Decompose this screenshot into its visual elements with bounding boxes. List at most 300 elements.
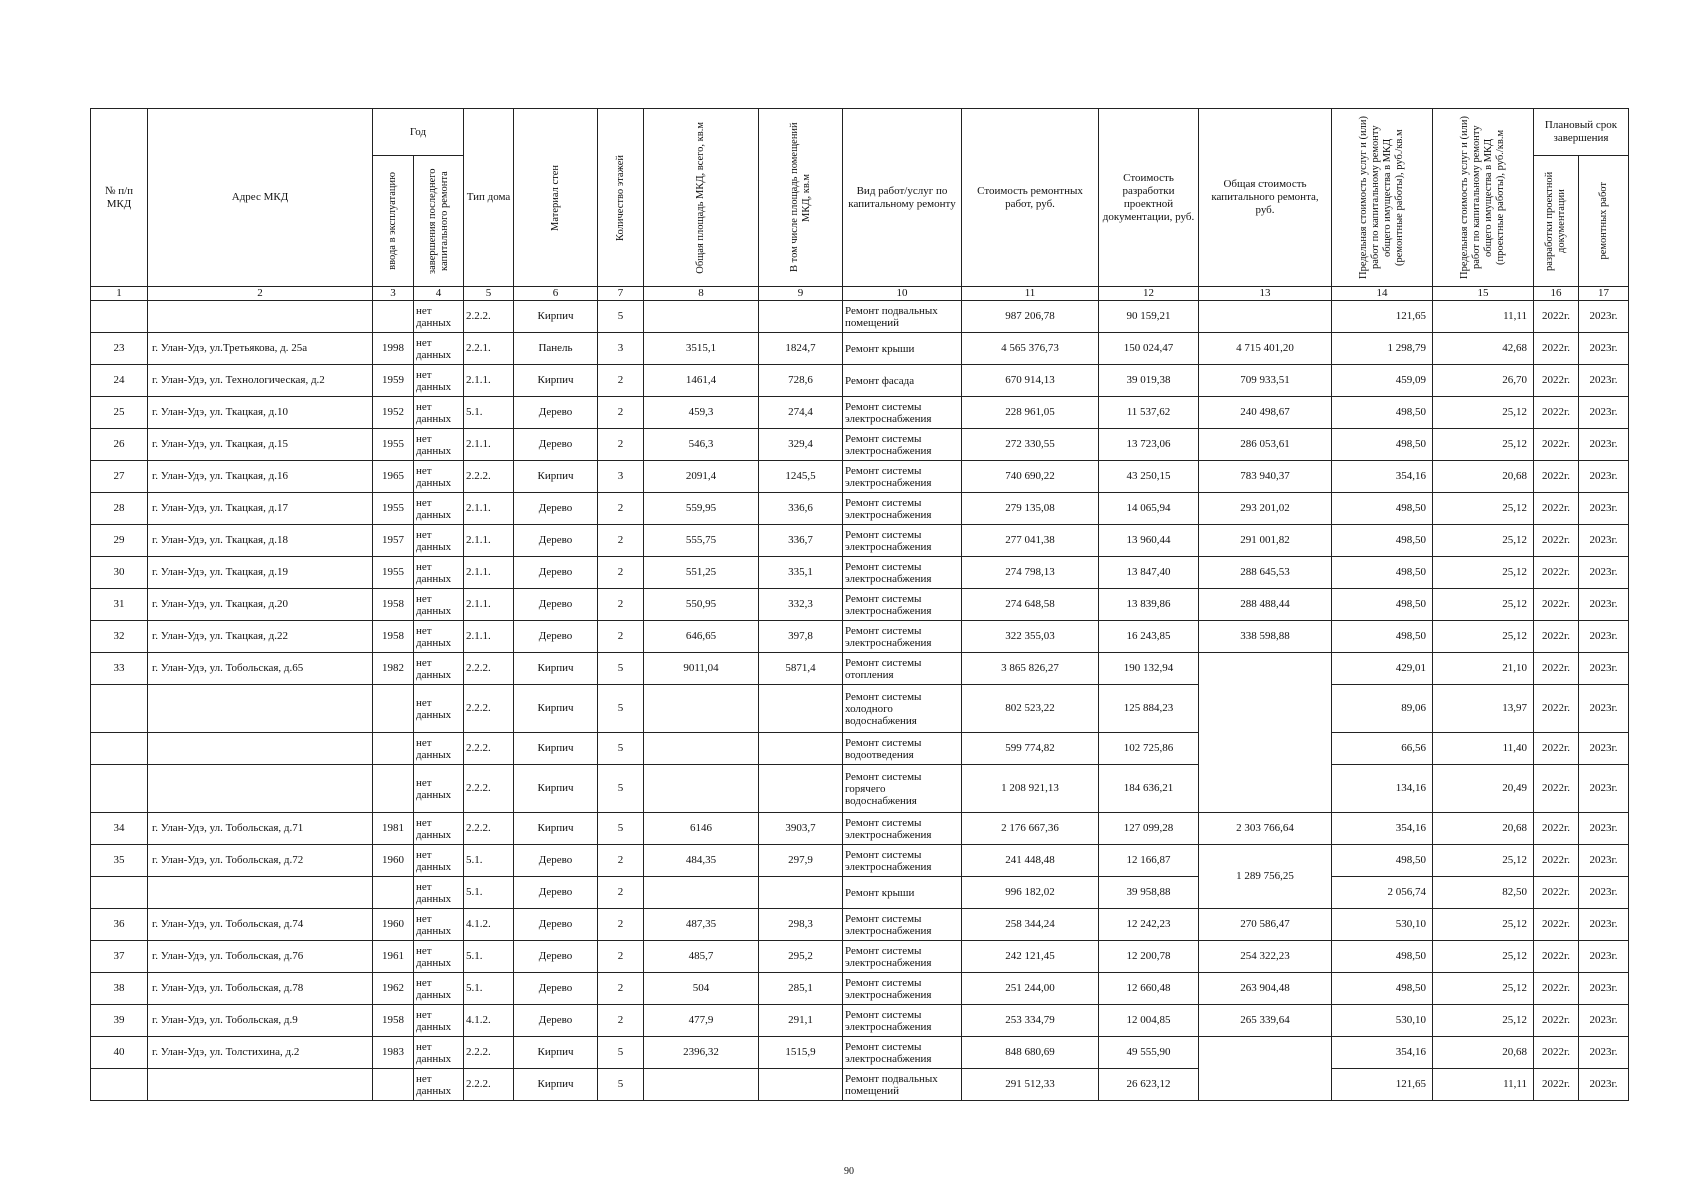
- table-row: [91, 1069, 1629, 1101]
- cell-limit-repair: 429,01: [1332, 653, 1433, 685]
- cell-year-last-repair: нет данных: [414, 1005, 464, 1037]
- cell-deadline-repair: 2023г.: [1579, 1005, 1629, 1037]
- cell-limit-design: 25,12: [1433, 845, 1534, 877]
- cell-deadline-repair: 2023г.: [1579, 845, 1629, 877]
- cell-row-number: 36: [91, 909, 148, 941]
- cell-year-last-repair: нет данных: [414, 525, 464, 557]
- cell-deadline-design: 2022г.: [1534, 621, 1579, 653]
- cell-year-last-repair: нет данных: [414, 877, 464, 909]
- cell-deadline-design: 2022г.: [1534, 765, 1579, 813]
- cell-design-cost: 43 250,15: [1099, 461, 1199, 493]
- cell-wall-material: Дерево: [514, 525, 598, 557]
- cell-total-area: 485,7: [644, 941, 759, 973]
- cell-deadline-repair: 2023г.: [1579, 813, 1629, 845]
- cell-deadline-repair: 2023г.: [1579, 941, 1629, 973]
- cell-year-last-repair: нет данных: [414, 845, 464, 877]
- cell-year-commission: 1955: [373, 429, 414, 461]
- cell-total-area: 1461,4: [644, 365, 759, 397]
- cell-wall-material: Дерево: [514, 909, 598, 941]
- cell-wall-material: Кирпич: [514, 365, 598, 397]
- column-numbers-row: [91, 287, 1629, 301]
- cell-total-area: 6146: [644, 813, 759, 845]
- cell-total-cost: 265 339,64: [1199, 1005, 1332, 1037]
- cell-design-cost: 12 166,87: [1099, 845, 1199, 877]
- cell-floors: 5: [598, 765, 644, 813]
- column-number: 16: [1534, 287, 1579, 301]
- cell-limit-design: 11,11: [1433, 301, 1534, 333]
- table-row: [91, 877, 1629, 909]
- cell-limit-repair: 354,16: [1332, 813, 1433, 845]
- table-body: [91, 301, 1629, 1101]
- cell-year-commission: [373, 685, 414, 733]
- cell-total-area: 477,9: [644, 1005, 759, 1037]
- cell-house-type: 2.1.1.: [464, 525, 514, 557]
- cell-repair-cost: 253 334,79: [962, 1005, 1099, 1037]
- cell-repair-cost: 670 914,13: [962, 365, 1099, 397]
- cell-deadline-design: 2022г.: [1534, 365, 1579, 397]
- column-number: 2: [148, 287, 373, 301]
- cell-limit-repair: 498,50: [1332, 397, 1433, 429]
- cell-limit-repair: 1 298,79: [1332, 333, 1433, 365]
- cell-address: г. Улан-Удэ, ул. Тобольская, д.78: [148, 973, 373, 1005]
- cell-total-area: 551,25: [644, 557, 759, 589]
- cell-floors: 2: [598, 621, 644, 653]
- cell-house-type: 2.2.1.: [464, 333, 514, 365]
- table-row: [91, 941, 1629, 973]
- cell-premises-area: 329,4: [759, 429, 843, 461]
- cell-repair-cost: 274 798,13: [962, 557, 1099, 589]
- table-row: [91, 653, 1629, 685]
- cell-repair-cost: 274 648,58: [962, 589, 1099, 621]
- cell-wall-material: Кирпич: [514, 1069, 598, 1101]
- column-number: 15: [1433, 287, 1534, 301]
- cell-wall-material: Дерево: [514, 557, 598, 589]
- cell-year-last-repair: нет данных: [414, 365, 464, 397]
- table-row: [91, 301, 1629, 333]
- cell-design-cost: 102 725,86: [1099, 733, 1199, 765]
- column-number: 17: [1579, 287, 1629, 301]
- cell-deadline-repair: 2023г.: [1579, 765, 1629, 813]
- cell-work-type: Ремонт системы электроснабжения: [843, 1037, 962, 1069]
- table-row: [91, 557, 1629, 589]
- cell-floors: 2: [598, 877, 644, 909]
- cell-work-type: Ремонт системы электроснабжения: [843, 909, 962, 941]
- cell-row-number: 34: [91, 813, 148, 845]
- cell-deadline-repair: 2023г.: [1579, 973, 1629, 1005]
- cell-limit-repair: 121,65: [1332, 301, 1433, 333]
- cell-row-number: 26: [91, 429, 148, 461]
- cell-total-area: 3515,1: [644, 333, 759, 365]
- cell-house-type: 2.1.1.: [464, 589, 514, 621]
- cell-wall-material: Кирпич: [514, 301, 598, 333]
- cell-house-type: 2.1.1.: [464, 429, 514, 461]
- cell-deadline-design: 2022г.: [1534, 333, 1579, 365]
- cell-total-area: [644, 765, 759, 813]
- cell-premises-area: [759, 301, 843, 333]
- cell-repair-cost: 228 961,05: [962, 397, 1099, 429]
- cell-deadline-repair: 2023г.: [1579, 733, 1629, 765]
- cell-year-last-repair: нет данных: [414, 733, 464, 765]
- cell-work-type: Ремонт подвальных помещений: [843, 1069, 962, 1101]
- cell-wall-material: Кирпич: [514, 653, 598, 685]
- cell-deadline-repair: 2023г.: [1579, 653, 1629, 685]
- cell-house-type: 2.1.1.: [464, 557, 514, 589]
- cell-work-type: Ремонт системы электроснабжения: [843, 589, 962, 621]
- cell-total-cost: 263 904,48: [1199, 973, 1332, 1005]
- cell-year-commission: [373, 877, 414, 909]
- cell-house-type: 5.1.: [464, 877, 514, 909]
- cell-address: г. Улан-Удэ, ул. Тобольская, д.74: [148, 909, 373, 941]
- cell-wall-material: Дерево: [514, 941, 598, 973]
- cell-repair-cost: 272 330,55: [962, 429, 1099, 461]
- cell-repair-cost: 740 690,22: [962, 461, 1099, 493]
- table-row: [91, 397, 1629, 429]
- cell-wall-material: Дерево: [514, 845, 598, 877]
- cell-deadline-design: 2022г.: [1534, 941, 1579, 973]
- cell-address: г. Улан-Удэ, ул.Третьякова, д. 25а: [148, 333, 373, 365]
- table-row: [91, 525, 1629, 557]
- table-row: [91, 845, 1629, 877]
- cell-work-type: Ремонт системы электроснабжения: [843, 493, 962, 525]
- column-number: 5: [464, 287, 514, 301]
- cell-work-type: Ремонт системы электроснабжения: [843, 621, 962, 653]
- cell-year-commission: [373, 1069, 414, 1101]
- column-number: 4: [414, 287, 464, 301]
- cell-year-last-repair: нет данных: [414, 301, 464, 333]
- cell-limit-design: 25,12: [1433, 1005, 1534, 1037]
- cell-premises-area: 728,6: [759, 365, 843, 397]
- cell-design-cost: 39 958,88: [1099, 877, 1199, 909]
- cell-design-cost: 150 024,47: [1099, 333, 1199, 365]
- cell-limit-repair: 530,10: [1332, 909, 1433, 941]
- cell-house-type: 2.2.2.: [464, 765, 514, 813]
- cell-work-type: Ремонт системы электроснабжения: [843, 397, 962, 429]
- cell-deadline-repair: 2023г.: [1579, 525, 1629, 557]
- cell-wall-material: Кирпич: [514, 461, 598, 493]
- cell-total-cost: 254 322,23: [1199, 941, 1332, 973]
- cell-limit-repair: 530,10: [1332, 1005, 1433, 1037]
- cell-limit-repair: 134,16: [1332, 765, 1433, 813]
- cell-design-cost: 12 004,85: [1099, 1005, 1199, 1037]
- cell-total-area: [644, 301, 759, 333]
- table-row: [91, 493, 1629, 525]
- cell-deadline-repair: 2023г.: [1579, 589, 1629, 621]
- cell-premises-area: [759, 1069, 843, 1101]
- cell-total-cost: 288 488,44: [1199, 589, 1332, 621]
- cell-address: [148, 877, 373, 909]
- cell-limit-design: 21,10: [1433, 653, 1534, 685]
- cell-year-commission: 1955: [373, 493, 414, 525]
- cell-limit-repair: 459,09: [1332, 365, 1433, 397]
- cell-total-cost: 240 498,67: [1199, 397, 1332, 429]
- header-wall-material: Материал стен: [514, 109, 598, 287]
- cell-row-number: [91, 1069, 148, 1101]
- cell-design-cost: 12 660,48: [1099, 973, 1199, 1005]
- cell-total-cost: 270 586,47: [1199, 909, 1332, 941]
- cell-house-type: 5.1.: [464, 941, 514, 973]
- cell-limit-repair: 498,50: [1332, 941, 1433, 973]
- cell-year-commission: 1998: [373, 333, 414, 365]
- cell-row-number: [91, 685, 148, 733]
- cell-total-cost: [1199, 1037, 1332, 1101]
- cell-repair-cost: 322 355,03: [962, 621, 1099, 653]
- cell-work-type: Ремонт системы электроснабжения: [843, 973, 962, 1005]
- cell-limit-design: 25,12: [1433, 621, 1534, 653]
- cell-repair-cost: 996 182,02: [962, 877, 1099, 909]
- cell-house-type: 2.2.2.: [464, 653, 514, 685]
- cell-total-area: [644, 877, 759, 909]
- cell-address: [148, 301, 373, 333]
- cell-year-last-repair: нет данных: [414, 685, 464, 733]
- cell-year-last-repair: нет данных: [414, 333, 464, 365]
- cell-address: г. Улан-Удэ, ул. Ткацкая, д.19: [148, 557, 373, 589]
- cell-total-cost: 288 645,53: [1199, 557, 1332, 589]
- cell-year-last-repair: нет данных: [414, 909, 464, 941]
- cell-repair-cost: 2 176 667,36: [962, 813, 1099, 845]
- cell-repair-cost: 3 865 826,27: [962, 653, 1099, 685]
- cell-work-type: Ремонт системы электроснабжения: [843, 461, 962, 493]
- cell-house-type: 4.1.2.: [464, 1005, 514, 1037]
- cell-premises-area: 285,1: [759, 973, 843, 1005]
- column-number: 9: [759, 287, 843, 301]
- cell-address: г. Улан-Удэ, ул. Ткацкая, д.16: [148, 461, 373, 493]
- cell-premises-area: [759, 765, 843, 813]
- cell-design-cost: 13 847,40: [1099, 557, 1199, 589]
- cell-limit-repair: 121,65: [1332, 1069, 1433, 1101]
- cell-premises-area: [759, 685, 843, 733]
- cell-year-commission: 1958: [373, 621, 414, 653]
- cell-house-type: 2.2.2.: [464, 301, 514, 333]
- cell-wall-material: Панель: [514, 333, 598, 365]
- cell-total-cost: [1199, 301, 1332, 333]
- cell-row-number: 29: [91, 525, 148, 557]
- cell-wall-material: Дерево: [514, 493, 598, 525]
- cell-deadline-design: 2022г.: [1534, 973, 1579, 1005]
- cell-premises-area: 336,6: [759, 493, 843, 525]
- cell-limit-design: 11,40: [1433, 733, 1534, 765]
- cell-wall-material: Кирпич: [514, 1037, 598, 1069]
- cell-repair-cost: 258 344,24: [962, 909, 1099, 941]
- cell-deadline-design: 2022г.: [1534, 493, 1579, 525]
- cell-floors: 5: [598, 301, 644, 333]
- cell-row-number: 30: [91, 557, 148, 589]
- cell-limit-design: 13,97: [1433, 685, 1534, 733]
- cell-year-commission: 1958: [373, 1005, 414, 1037]
- cell-house-type: 5.1.: [464, 845, 514, 877]
- cell-deadline-repair: 2023г.: [1579, 621, 1629, 653]
- cell-year-last-repair: нет данных: [414, 429, 464, 461]
- cell-floors: 2: [598, 557, 644, 589]
- cell-address: [148, 733, 373, 765]
- cell-work-type: Ремонт системы электроснабжения: [843, 557, 962, 589]
- cell-total-area: 555,75: [644, 525, 759, 557]
- cell-floors: 2: [598, 397, 644, 429]
- cell-row-number: 28: [91, 493, 148, 525]
- cell-row-number: [91, 877, 148, 909]
- cell-total-area: 559,95: [644, 493, 759, 525]
- cell-repair-cost: 4 565 376,73: [962, 333, 1099, 365]
- cell-design-cost: 12 242,23: [1099, 909, 1199, 941]
- cell-year-last-repair: нет данных: [414, 397, 464, 429]
- cell-address: г. Улан-Удэ, ул. Технологическая, д.2: [148, 365, 373, 397]
- cell-address: г. Улан-Удэ, ул. Ткацкая, д.15: [148, 429, 373, 461]
- cell-floors: 2: [598, 365, 644, 397]
- cell-total-area: 459,3: [644, 397, 759, 429]
- cell-total-cost: 338 598,88: [1199, 621, 1332, 653]
- cell-design-cost: 127 099,28: [1099, 813, 1199, 845]
- cell-wall-material: Кирпич: [514, 813, 598, 845]
- cell-premises-area: 1515,9: [759, 1037, 843, 1069]
- cell-house-type: 2.2.2.: [464, 1037, 514, 1069]
- cell-deadline-design: 2022г.: [1534, 733, 1579, 765]
- cell-row-number: 37: [91, 941, 148, 973]
- column-number: 14: [1332, 287, 1433, 301]
- table-row: [91, 333, 1629, 365]
- cell-total-area: [644, 685, 759, 733]
- cell-floors: 5: [598, 1069, 644, 1101]
- cell-limit-repair: 354,16: [1332, 1037, 1433, 1069]
- cell-design-cost: 16 243,85: [1099, 621, 1199, 653]
- column-number: 6: [514, 287, 598, 301]
- cell-work-type: Ремонт подвальных помещений: [843, 301, 962, 333]
- cell-premises-area: 274,4: [759, 397, 843, 429]
- cell-year-last-repair: нет данных: [414, 461, 464, 493]
- cell-address: г. Улан-Удэ, ул. Ткацкая, д.17: [148, 493, 373, 525]
- cell-row-number: [91, 765, 148, 813]
- cell-year-last-repair: нет данных: [414, 1069, 464, 1101]
- cell-floors: 5: [598, 653, 644, 685]
- cell-row-number: [91, 733, 148, 765]
- cell-deadline-design: 2022г.: [1534, 813, 1579, 845]
- cell-design-cost: 26 623,12: [1099, 1069, 1199, 1101]
- cell-repair-cost: 241 448,48: [962, 845, 1099, 877]
- header-deadline-design: разработки проектной документации: [1534, 156, 1579, 287]
- cell-design-cost: 11 537,62: [1099, 397, 1199, 429]
- cell-repair-cost: 242 121,45: [962, 941, 1099, 973]
- cell-deadline-repair: 2023г.: [1579, 429, 1629, 461]
- cell-floors: 2: [598, 909, 644, 941]
- cell-year-commission: 1962: [373, 973, 414, 1005]
- cell-row-number: 25: [91, 397, 148, 429]
- cell-work-type: Ремонт крыши: [843, 333, 962, 365]
- cell-year-last-repair: нет данных: [414, 589, 464, 621]
- cell-work-type: Ремонт системы водоотведения: [843, 733, 962, 765]
- cell-repair-cost: 987 206,78: [962, 301, 1099, 333]
- cell-deadline-repair: 2023г.: [1579, 1037, 1629, 1069]
- table-row: [91, 1037, 1629, 1069]
- cell-total-area: [644, 1069, 759, 1101]
- cell-total-cost: 1 289 756,25: [1199, 845, 1332, 909]
- column-number: 1: [91, 287, 148, 301]
- header-deadline-repair: ремонтных работ: [1579, 156, 1629, 287]
- header-house-type: Тип дома: [464, 109, 514, 287]
- header-work-type: Вид работ/услуг по капитальному ремонту: [843, 109, 962, 287]
- cell-year-last-repair: нет данных: [414, 813, 464, 845]
- cell-total-area: 550,95: [644, 589, 759, 621]
- cell-work-type: Ремонт системы горячего водоснабжения: [843, 765, 962, 813]
- cell-address: г. Улан-Удэ, ул. Ткацкая, д.10: [148, 397, 373, 429]
- cell-row-number: 31: [91, 589, 148, 621]
- cell-deadline-design: 2022г.: [1534, 301, 1579, 333]
- table-row: [91, 733, 1629, 765]
- cell-row-number: 23: [91, 333, 148, 365]
- cell-year-commission: 1960: [373, 845, 414, 877]
- table-row: [91, 1005, 1629, 1037]
- cell-floors: 5: [598, 1037, 644, 1069]
- cell-deadline-repair: 2023г.: [1579, 493, 1629, 525]
- cell-year-commission: [373, 301, 414, 333]
- cell-total-cost: 783 940,37: [1199, 461, 1332, 493]
- cell-design-cost: 13 960,44: [1099, 525, 1199, 557]
- cell-year-commission: 1955: [373, 557, 414, 589]
- cell-repair-cost: 279 135,08: [962, 493, 1099, 525]
- table-row: [91, 621, 1629, 653]
- cell-design-cost: 13 723,06: [1099, 429, 1199, 461]
- cell-total-area: 546,3: [644, 429, 759, 461]
- cell-premises-area: 291,1: [759, 1005, 843, 1037]
- cell-year-commission: 1981: [373, 813, 414, 845]
- cell-limit-repair: 498,50: [1332, 493, 1433, 525]
- header-deadline-group: Плановый срок завершения: [1534, 109, 1629, 156]
- cell-repair-cost: 291 512,33: [962, 1069, 1099, 1101]
- cell-total-area: 484,35: [644, 845, 759, 877]
- cell-limit-repair: 498,50: [1332, 973, 1433, 1005]
- cell-limit-repair: 89,06: [1332, 685, 1433, 733]
- cell-address: г. Улан-Удэ, ул. Тобольская, д.9: [148, 1005, 373, 1037]
- cell-total-area: 646,65: [644, 621, 759, 653]
- cell-premises-area: 5871,4: [759, 653, 843, 685]
- cell-row-number: 32: [91, 621, 148, 653]
- cell-deadline-repair: 2023г.: [1579, 397, 1629, 429]
- cell-address: [148, 685, 373, 733]
- cell-limit-repair: 498,50: [1332, 525, 1433, 557]
- cell-limit-design: 25,12: [1433, 397, 1534, 429]
- cell-row-number: 35: [91, 845, 148, 877]
- header-year-commission: ввода в эксплуатацию: [373, 156, 414, 287]
- cell-work-type: Ремонт фасада: [843, 365, 962, 397]
- cell-limit-design: 25,12: [1433, 973, 1534, 1005]
- cell-year-commission: [373, 733, 414, 765]
- cell-year-commission: [373, 765, 414, 813]
- cell-address: г. Улан-Удэ, ул. Тобольская, д.65: [148, 653, 373, 685]
- column-number: 12: [1099, 287, 1199, 301]
- header-repair-cost: Стоимость ремонтных работ, руб.: [962, 109, 1099, 287]
- cell-deadline-design: 2022г.: [1534, 525, 1579, 557]
- cell-year-commission: 1957: [373, 525, 414, 557]
- cell-work-type: Ремонт системы электроснабжения: [843, 941, 962, 973]
- cell-limit-repair: 2 056,74: [1332, 877, 1433, 909]
- cell-deadline-repair: 2023г.: [1579, 557, 1629, 589]
- cell-floors: 5: [598, 685, 644, 733]
- cell-address: [148, 765, 373, 813]
- cell-house-type: 2.1.1.: [464, 621, 514, 653]
- cell-year-commission: 1959: [373, 365, 414, 397]
- cell-deadline-repair: 2023г.: [1579, 1069, 1629, 1101]
- cell-total-area: [644, 733, 759, 765]
- cell-premises-area: 298,3: [759, 909, 843, 941]
- page-number: 90: [844, 1166, 854, 1177]
- cell-wall-material: Дерево: [514, 397, 598, 429]
- cell-address: г. Улан-Удэ, ул. Тобольская, д.71: [148, 813, 373, 845]
- cell-house-type: 5.1.: [464, 973, 514, 1005]
- cell-floors: 2: [598, 493, 644, 525]
- cell-design-cost: 13 839,86: [1099, 589, 1199, 621]
- cell-limit-repair: 498,50: [1332, 845, 1433, 877]
- cell-premises-area: 1245,5: [759, 461, 843, 493]
- table-row: [91, 909, 1629, 941]
- cell-limit-design: 42,68: [1433, 333, 1534, 365]
- cell-work-type: Ремонт крыши: [843, 877, 962, 909]
